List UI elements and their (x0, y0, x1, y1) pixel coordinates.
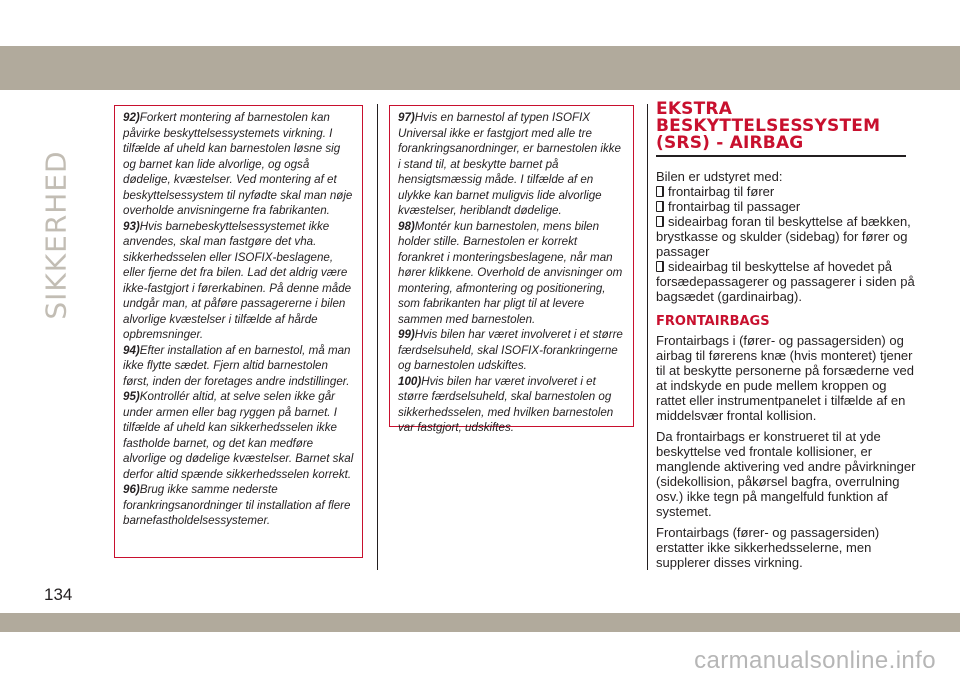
warning-number: 99) (398, 328, 415, 341)
list-item (656, 184, 918, 199)
warning-item (123, 343, 354, 390)
warning-number: 95) (123, 390, 140, 403)
warning-text: Forkert montering af barnestolen kan påvirke beskyttelsessystemets virkning. I tilfælde af uheld kan barnestolen løsne sig og barnet kan lide alvorlige, og også dødelige, kvæstelser. Ved montering af et beskyttelsessystem til nyfødte skal man nøje overholde anvisningerne fra fabrikanten. (123, 111, 353, 217)
warning-text: Efter installation af en barnestol, må man ikke flytte sædet. Fjern altid barnestolen først, inden der foretages andre indstillinger. (123, 343, 351, 388)
intro-text: Bilen er udstyret med: (656, 169, 783, 184)
warning-text: Kontrollér altid, at selve selen ikke går under armen eller bag ryggen på barnet. I tilfælde af uheld kan sikkerhedsselen ikke fastholde barnet, og det kan medføre alvorlige og dødelige kvæstelser. Barnet skal derfor altid spænde sikkerhedsselen korrekt. (123, 390, 354, 481)
list-item-text: frontairbag til fører (668, 184, 775, 199)
warning-number: 98) (398, 219, 415, 233)
airbag-section (656, 101, 918, 576)
list-item (656, 199, 918, 214)
list-item (656, 214, 918, 259)
section-heading (656, 101, 918, 152)
checkbox-bullet-icon (656, 201, 664, 212)
paragraph: Da frontairbags er konstrueret til at yde beskyttelse ved frontale kollisioner, er manglende aktivering ved andre påvirkninger (sidekollision, påkørsel bagfra, overrulning osv.) ikke tegn på mangelfuld funktion af systemet. (656, 429, 916, 519)
watermark: carmanualsonline.info (694, 647, 936, 674)
warning-text: Hvis barnebeskyttelsessystemet ikke anvendes, skal man fastgøre det vha. sikkerhedsselen eller ISOFIX-beslagene, eller fjerne det fra bilen. Lad det aldrig være ikke-fastgjort i førerkabinen. På denne måde undgår man, at påføre passagererne i bilen alvorlige kvæstelser i tilfælde af hårde opbremsninger. (123, 219, 352, 341)
heading-rule (656, 155, 906, 157)
subheading: FRONTAIRBAGS (656, 314, 770, 329)
heading-line: BESKYTTELSESSYSTEM (656, 116, 881, 136)
warning-text: Hvis bilen har været involveret i et større færdselsuheld, skal ISOFIX-forankringerne og barnestolen udskiftes. (398, 328, 623, 372)
list-item-text: sideairbag til beskyttelse af hovedet på forsædepassagerer og passagerer i siden på bagsædet (gardinairbag). (656, 259, 915, 304)
equipment-list (656, 184, 918, 304)
warning-number: 100) (398, 374, 422, 388)
warning-number: 94) (123, 343, 140, 357)
warning-text: Hvis bilen har været involveret i et større færdselsuheld, skal barnestolen og sikkerhedsselen, med hvilken barnestolen var fastgjort, udskiftes. (398, 374, 614, 434)
heading-line: (SRS) - AIRBAG (656, 133, 804, 153)
warning-item (398, 327, 625, 374)
section-label: SIKKERHED (39, 150, 73, 320)
heading-line: EKSTRA (656, 99, 733, 119)
page-number: 134 (44, 585, 73, 604)
warning-item (398, 219, 625, 328)
checkbox-bullet-icon (656, 216, 664, 227)
warning-number: 92) (123, 111, 140, 124)
warning-number: 97) (398, 111, 415, 124)
column-divider (647, 104, 648, 570)
column-divider (377, 104, 378, 570)
checkbox-bullet-icon (656, 261, 664, 272)
warning-item (398, 374, 625, 436)
warning-item (123, 219, 354, 343)
warning-item (123, 389, 354, 482)
checkbox-bullet-icon (656, 186, 664, 197)
paragraph: Frontairbags (fører- og passagersiden) erstatter ikke sikkerhedsselerne, men supplerer disses virkning. (656, 525, 880, 570)
paragraph: Frontairbags i (fører- og passagersiden) og airbag til førerens knæ (hvis monteret) tjener til at beskytte personerne på forsæderne ved at indskyde en pude mellem kroppen og rattet eller instrumentpanelet i tilfælde af en middelsvær frontal kollision. (656, 333, 914, 423)
warning-text: Hvis en barnestol af typen ISOFIX Universal ikke er fastgjort med alle tre forankringsanordninger, er barnestolen ikke i stand til, at beskytte barnet på hensigtsmæssig måde. I tilfælde af en ulykke kan barnet muligvis lide alvorlige kvæstelser, heriblandt dødelige. (398, 111, 621, 217)
warning-text: Montér kun barnestolen, mens bilen holder stille. Barnestolen er korrekt forankret i monteringsbeslagene, når man hører klikkene. Overhold de anvisninger om montering, afmontering og positionering, som fabrikanten har pligt til at levere sammen med barnestolen. (398, 219, 623, 326)
warning-box-right (389, 105, 634, 434)
list-item-text: frontairbag til passager (668, 199, 801, 214)
warning-box-left (114, 105, 363, 558)
list-item (656, 259, 918, 304)
warning-item (123, 482, 354, 529)
warning-number: 93) (123, 219, 140, 233)
warning-number: 96) (123, 483, 140, 496)
list-item-text: sideairbag foran til beskyttelse af bækken, brystkasse og skulder (sidebag) for fører og passager (656, 214, 911, 259)
bottom-footer-band (0, 613, 960, 632)
top-header-band (0, 46, 960, 90)
warning-text: Brug ikke samme nederste forankringsanordninger til installation af flere barnefastholdelsessystemer. (123, 483, 351, 527)
warning-item (123, 110, 354, 219)
warning-item (398, 110, 625, 219)
